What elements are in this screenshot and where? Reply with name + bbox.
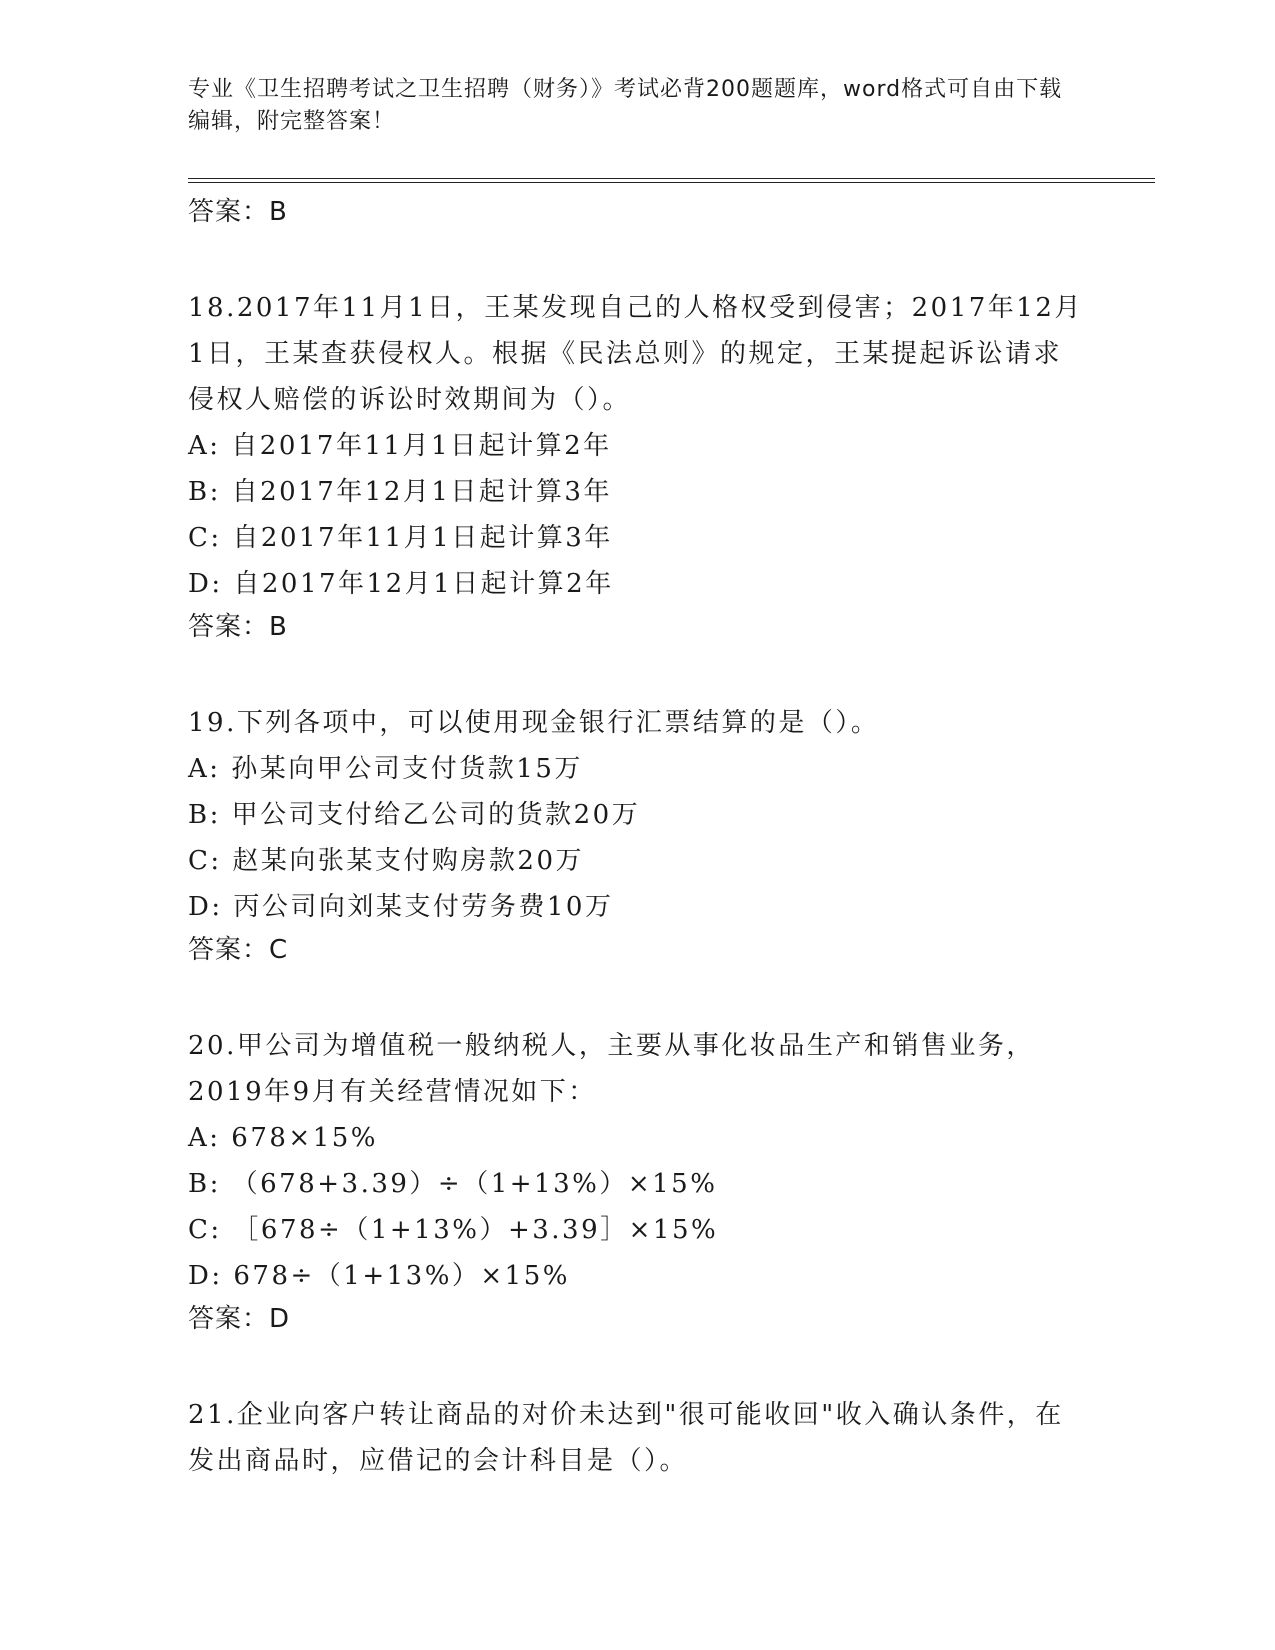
question-list — [188, 192, 1088, 1484]
question-text: 21.企业向客户转让商品的对价未达到"很可能收回"收入确认条件，在发出商品时，应借记的会计科目是（）。 — [188, 1400, 1064, 1476]
answer-line: 答案：B — [188, 612, 288, 642]
question-block-19 — [188, 700, 1088, 970]
option-c: C: ［678÷（1+13%）+3.39］×15% — [188, 1215, 719, 1245]
header-divider-bottom — [188, 182, 1155, 183]
option-c: C: 自2017年11月1日起计算3年 — [188, 523, 613, 553]
option-b: B: 甲公司支付给乙公司的货款20万 — [188, 800, 641, 830]
question-text: 18.2017年11月1日，王某发现自己的人格权受到侵害；2017年12月1日，王某查获侵权人。根据《民法总则》的规定，王某提起诉讼请求侵权人赔偿的诉讼时效期间为（）。 — [188, 293, 1083, 415]
answer-line: 答案：D — [188, 1304, 291, 1334]
option-d: D: 丙公司向刘某支付劳务费10万 — [188, 892, 614, 922]
question-text: 20.甲公司为增值税一般纳税人，主要从事化妆品生产和销售业务，2019年9月有关经营情况如下： — [188, 1031, 1035, 1107]
document-header: 专业《卫生招聘考试之卫生招聘（财务）》考试必背200题题库，word格式可自由下载编辑，附完整答案！ — [188, 77, 1063, 134]
question-block-20 — [188, 1023, 1088, 1339]
option-b: B: 自2017年12月1日起计算3年 — [188, 477, 612, 507]
option-b: B: （678+3.39）÷（1+13%）×15% — [188, 1169, 718, 1199]
question-block-18 — [188, 285, 1088, 647]
header-divider-top — [188, 178, 1155, 179]
answer-line: 答案：C — [188, 935, 289, 965]
answer-line: 答案：B — [188, 197, 288, 227]
option-c: C: 赵某向张某支付购房款20万 — [188, 846, 585, 876]
option-a: A: 孙某向甲公司支付货款15万 — [188, 754, 583, 784]
option-d: D: 678÷（1+13%）×15% — [188, 1261, 570, 1291]
question-block-21 — [188, 1392, 1088, 1484]
option-a: A: 自2017年11月1日起计算2年 — [188, 431, 612, 461]
option-a: A: 678×15% — [188, 1123, 379, 1153]
question-text: 19.下列各项中，可以使用现金银行汇票结算的是（）。 — [188, 708, 880, 738]
option-d: D: 自2017年12月1日起计算2年 — [188, 569, 614, 599]
